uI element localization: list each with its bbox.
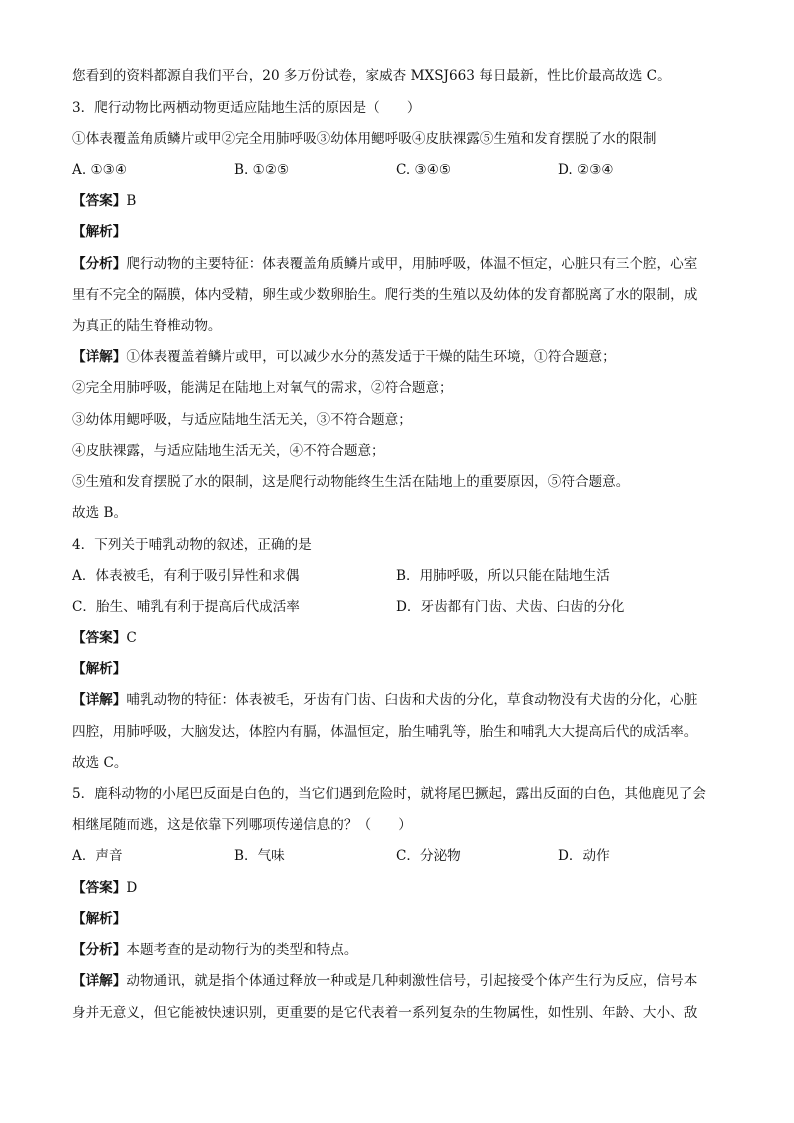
- q4-stem: 4．下列关于哺乳动物的叙述，正确的是: [72, 537, 312, 553]
- q3-fenxi-line-3: 为真正的陆生脊椎动物。: [72, 318, 222, 334]
- q4-xiangjie-line-1: 【详解】哺乳动物的特征：体表被毛，牙齿有门齿、臼齿和犬齿的分化，草食动物没有犬齿的分化，心脏: [72, 692, 698, 708]
- q3-fenxi-line-2: 里有不完全的隔膜，体内受精，卵生或少数卵胎生。爬行类的生殖以及幼体的发育都脱离了水的限制，成: [72, 287, 698, 303]
- q3-xiangjie-line-4: ④皮肤裸露，与适应陆地生活无关，④不符合题意；: [72, 443, 385, 459]
- q3-statements: ①体表覆盖角质鳞片或甲②完全用肺呼吸③幼体用鳃呼吸④皮肤裸露⑤生殖和发育摆脱了水的限制: [72, 131, 657, 147]
- q4-conclusion: 故选 C。: [72, 755, 128, 771]
- q3-option-d: D. ②③④: [558, 162, 614, 178]
- q5-stem-line-2: 相继尾随而逃，这是依靠下列哪项传递信息的？（ ）: [72, 817, 412, 833]
- q5-stem-line-1: 5．鹿科动物的小尾巴反面是白色的，当它们遇到危险时，就将尾巴撅起，露出反面的白色，其他鹿见了会: [72, 786, 706, 802]
- q5-option-c: C．分泌物: [396, 848, 461, 864]
- header-note: 您看到的资料都源自我们平台，20 多万份试卷，家威杏 MXSJ663 每日最新，性比价最高故选 C。: [72, 68, 671, 84]
- q3-conclusion: 故选 B。: [72, 505, 128, 521]
- q3-answer: [72, 191, 732, 211]
- q5-analysis-heading: 【解析】: [72, 911, 127, 927]
- q3-option-a: A. ①③④: [72, 162, 128, 178]
- q3-xiangjie-line-3: ③幼体用鳃呼吸，与适应陆地生活无关，③不符合题意；: [72, 412, 412, 428]
- q3-option-b: B. ①②⑤: [234, 162, 290, 178]
- q4-option-d: D．牙齿都有门齿、犬齿、臼齿的分化: [396, 599, 625, 615]
- q3-xiangjie-line-1: 【详解】①体表覆盖着鳞片或甲，可以减少水分的蒸发适于干燥的陆生环境，①符合题意；: [72, 349, 616, 365]
- q5-xiangjie-line-2: 身并无意义，但它能被快速识别，更重要的是它代表着一系列复杂的生物属性，如性别、年龄、大小、敌: [72, 1005, 698, 1021]
- q3-fenxi-line-1: 【分析】爬行动物的主要特征：体表覆盖角质鳞片或甲，用肺呼吸，体温不恒定，心脏只有三个腔，心室: [72, 256, 698, 272]
- q4-option-c: C．胎生、哺乳有利于提高后代成活率: [72, 599, 300, 615]
- q4-option-b: B．用肺呼吸，所以只能在陆地生活: [396, 568, 610, 584]
- q3-stem: 3．爬行动物比两栖动物更适应陆地生活的原因是（ ）: [72, 100, 421, 116]
- q5-answer: 【答案】D: [72, 880, 138, 896]
- q5-fenxi: 【分析】本题考查的是动物行为的类型和特点。: [72, 942, 358, 958]
- q3-xiangjie-line-5: ⑤生殖和发育摆脱了水的限制，这是爬行动物能终生生活在陆地上的重要原因，⑤符合题意。: [72, 474, 630, 490]
- q4-analysis-heading: 【解析】: [72, 661, 127, 677]
- q5-option-a: A．声音: [72, 848, 123, 864]
- q3-xiangjie-line-2: ②完全用肺呼吸，能满足在陆地上对氧气的需求，②符合题意；: [72, 380, 453, 396]
- q4-answer: 【答案】C: [72, 630, 137, 646]
- q5-option-d: D．动作: [558, 848, 610, 864]
- answer-value: B: [126, 193, 137, 209]
- q5-option-b: B．气味: [234, 848, 285, 864]
- q4-option-a: A．体表被毛，有利于吸引异性和求偶: [72, 568, 300, 584]
- answer-tag: 【答案】: [72, 193, 127, 209]
- q3-option-c: C. ③④⑤: [396, 162, 452, 178]
- q4-xiangjie-line-2: 四腔，用肺呼吸，大脑发达，体腔内有膈，体温恒定，胎生哺乳等，胎生和哺乳大大提高后代的成活率。: [72, 724, 698, 740]
- q5-xiangjie-line-1: 【详解】动物通讯，就是指个体通过释放一种或是几种刺激性信号，引起接受个体产生行为反应，信号本: [72, 973, 698, 989]
- q3-analysis-heading: 【解析】: [72, 224, 127, 240]
